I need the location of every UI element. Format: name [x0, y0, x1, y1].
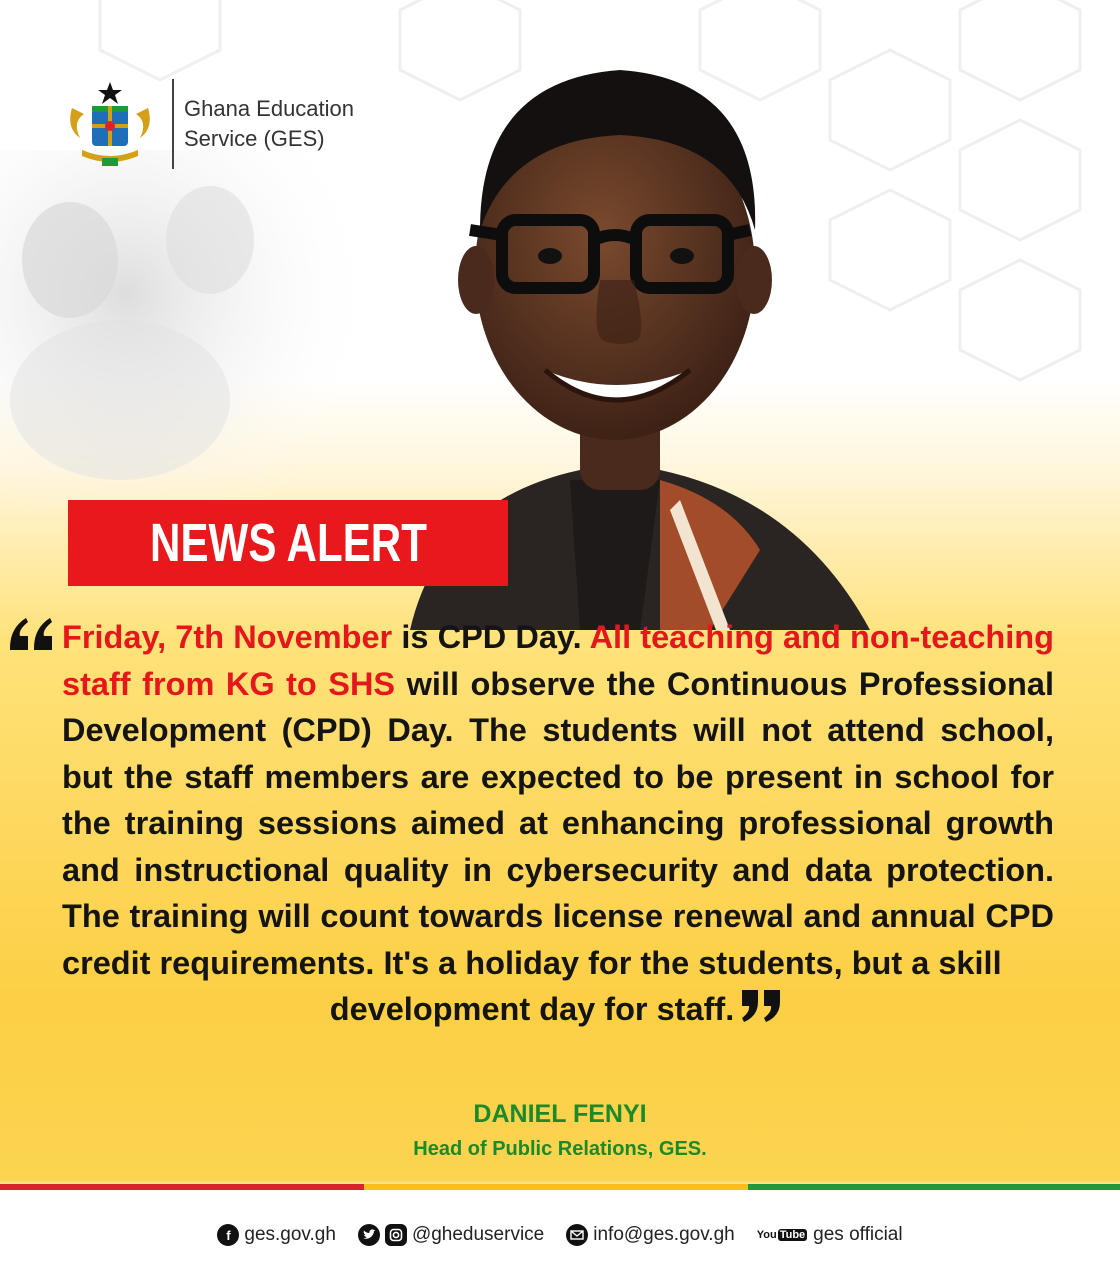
- news-alert-badge: [68, 500, 508, 586]
- ges-logo: [62, 78, 354, 170]
- ghana-coat-of-arms-icon: [62, 78, 158, 170]
- footer-social[interactable]: [358, 1224, 544, 1246]
- facebook-icon: f: [217, 1224, 239, 1246]
- footer-youtube[interactable]: [757, 1224, 903, 1246]
- open-quote-icon: [6, 608, 58, 660]
- highlight-staff: All teaching and non-teaching staff from KG to SHS: [62, 619, 1055, 702]
- youtube-logo-you: You: [756, 1229, 777, 1241]
- footer-email[interactable]: [566, 1224, 734, 1246]
- website-link[interactable]: ges.gov.gh: [244, 1224, 336, 1245]
- youtube-icon: [757, 1229, 807, 1241]
- children-photo-faded: [0, 150, 360, 510]
- twitter-icon: [358, 1224, 380, 1246]
- quote-text-1: is CPD Day.: [392, 619, 590, 655]
- org-name: [184, 94, 354, 154]
- quote-last-line: [62, 986, 1054, 1033]
- youtube-channel[interactable]: ges official: [813, 1224, 903, 1245]
- footer-website[interactable]: [217, 1224, 336, 1246]
- instagram-icon: [385, 1224, 407, 1246]
- quote-last-line-text: development day for staff.: [329, 991, 735, 1027]
- logo-divider: [172, 79, 174, 169]
- author-title: Head of Public Relations, GES.: [413, 1138, 707, 1160]
- author-name: DANIEL FENYI: [473, 1100, 647, 1128]
- announcement-quote: [62, 614, 1054, 1033]
- org-name-line1: Ghana Education: [184, 96, 355, 121]
- highlight-date: Friday, 7th November: [62, 619, 393, 655]
- email-link[interactable]: info@ges.gov.gh: [593, 1224, 735, 1245]
- email-icon: [566, 1224, 588, 1246]
- footer-contacts: [0, 1190, 1120, 1280]
- youtube-logo-tube: Tube: [779, 1229, 806, 1241]
- quote-text-2: will observe the Continuous Professional Development (CPD) Day. The students will not attend school, but the staff members are expected to be present in school for the training sessions aimed at enhancing professional growth and instructional quality in cybersecurity and data protection. The training will count towards license renewal and annual CPD credit requirements. It's a holiday for the students, but a skill: [62, 665, 1054, 981]
- news-alert-label: NEWS ALERT: [149, 513, 427, 573]
- org-name-line2: Service (GES): [184, 126, 325, 151]
- social-handle[interactable]: @gheduservice: [411, 1224, 545, 1245]
- close-quote-icon: [740, 988, 786, 1022]
